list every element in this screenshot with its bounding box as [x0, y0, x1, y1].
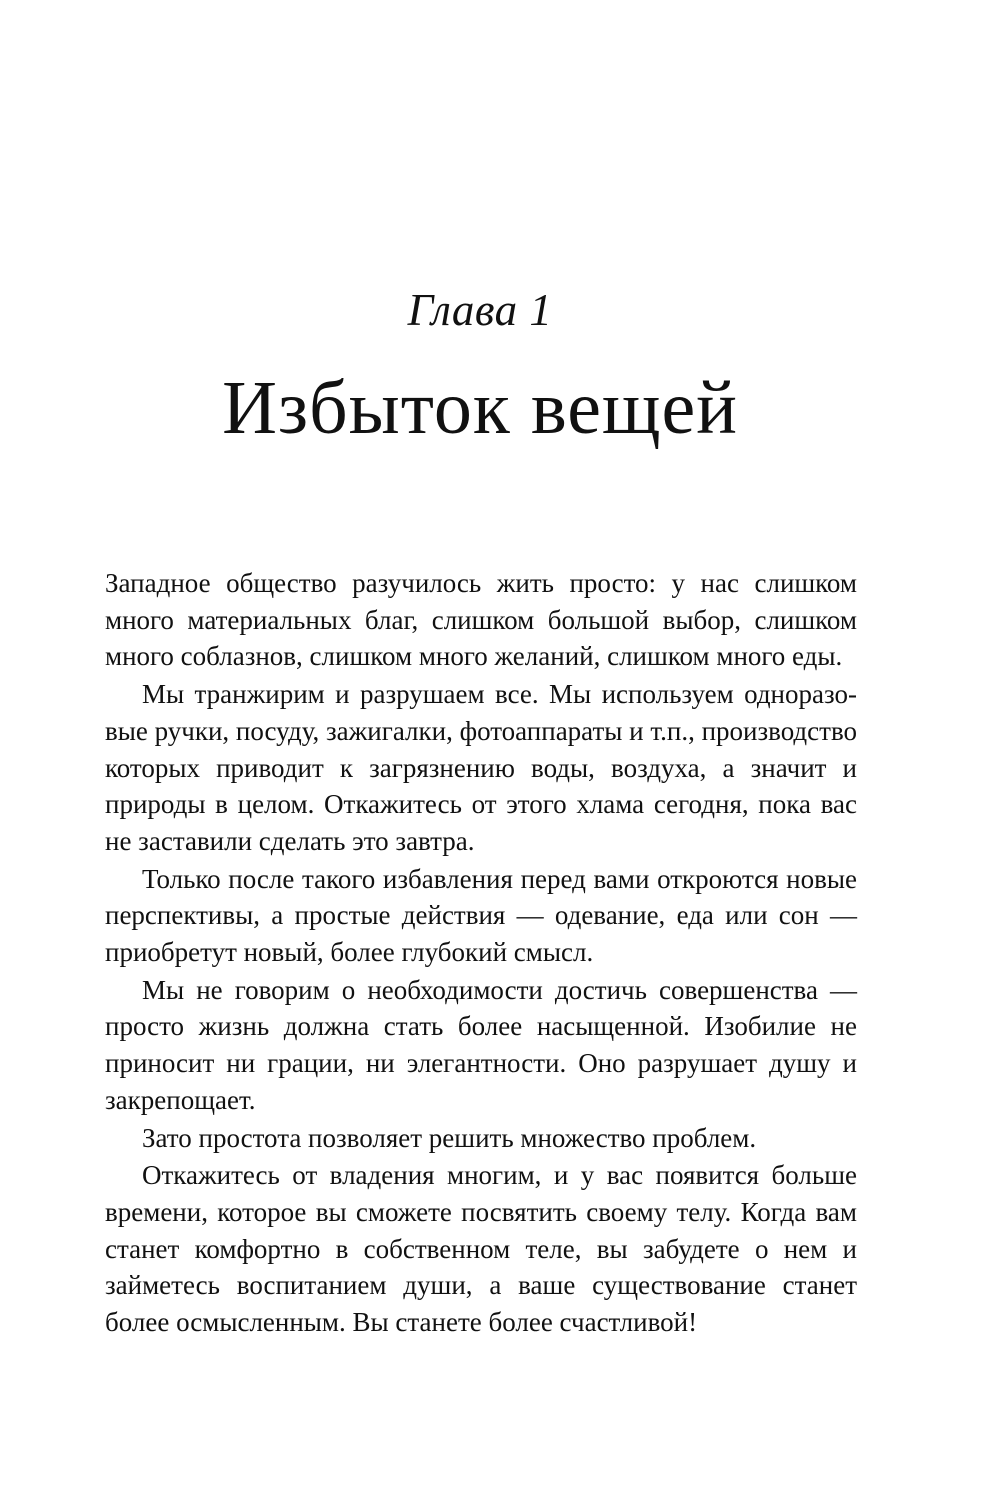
- body-text: [105, 565, 857, 1342]
- paragraph: Только после такого избавления перед вами откроются новые перспективы, а простые действия — одевание, еда или сон — приобретут новый, более глубокий смысл.: [105, 863, 857, 968]
- chapter-label: Глава 1: [407, 285, 553, 335]
- paragraph: Зато простота позволяет решить множество проблем.: [142, 1122, 757, 1153]
- paragraph: Откажитесь от владения многим, и у вас появится больше времени, которое вы сможете посвятить своему телу. Когда вам станет комфортно в собственном теле, вы забудете о нем и займетесь воспитанием души, а ваше существование станет более осмысленным. Вы станете более счастливой!: [105, 1160, 857, 1338]
- paragraph: Мы не говорим о необходимости достичь совершенства — просто жизнь должна стать более насыщенной. Изобилие не приносит ни грации, ни элегантности. Оно разрушает душу и закрепощает.: [105, 974, 857, 1115]
- chapter-title: Избыток вещей: [222, 366, 738, 450]
- paragraph: Мы транжирим и разрушаем все. Мы используем одноразовые ручки, посуду, зажигалки, фотоаппараты и т.п., производство которых приводит к загрязнению воды, воздуха, а значит и природы в целом. Откажитесь от этого хлама сегодня, пока вас не заставили сделать это завтра.: [105, 679, 858, 856]
- paragraph: Западное общество разучилось жить просто: у нас слишком много материальных благ, слишком большой выбор, слишком много соблазнов, слишком много желаний, слишком много еды.: [105, 568, 857, 672]
